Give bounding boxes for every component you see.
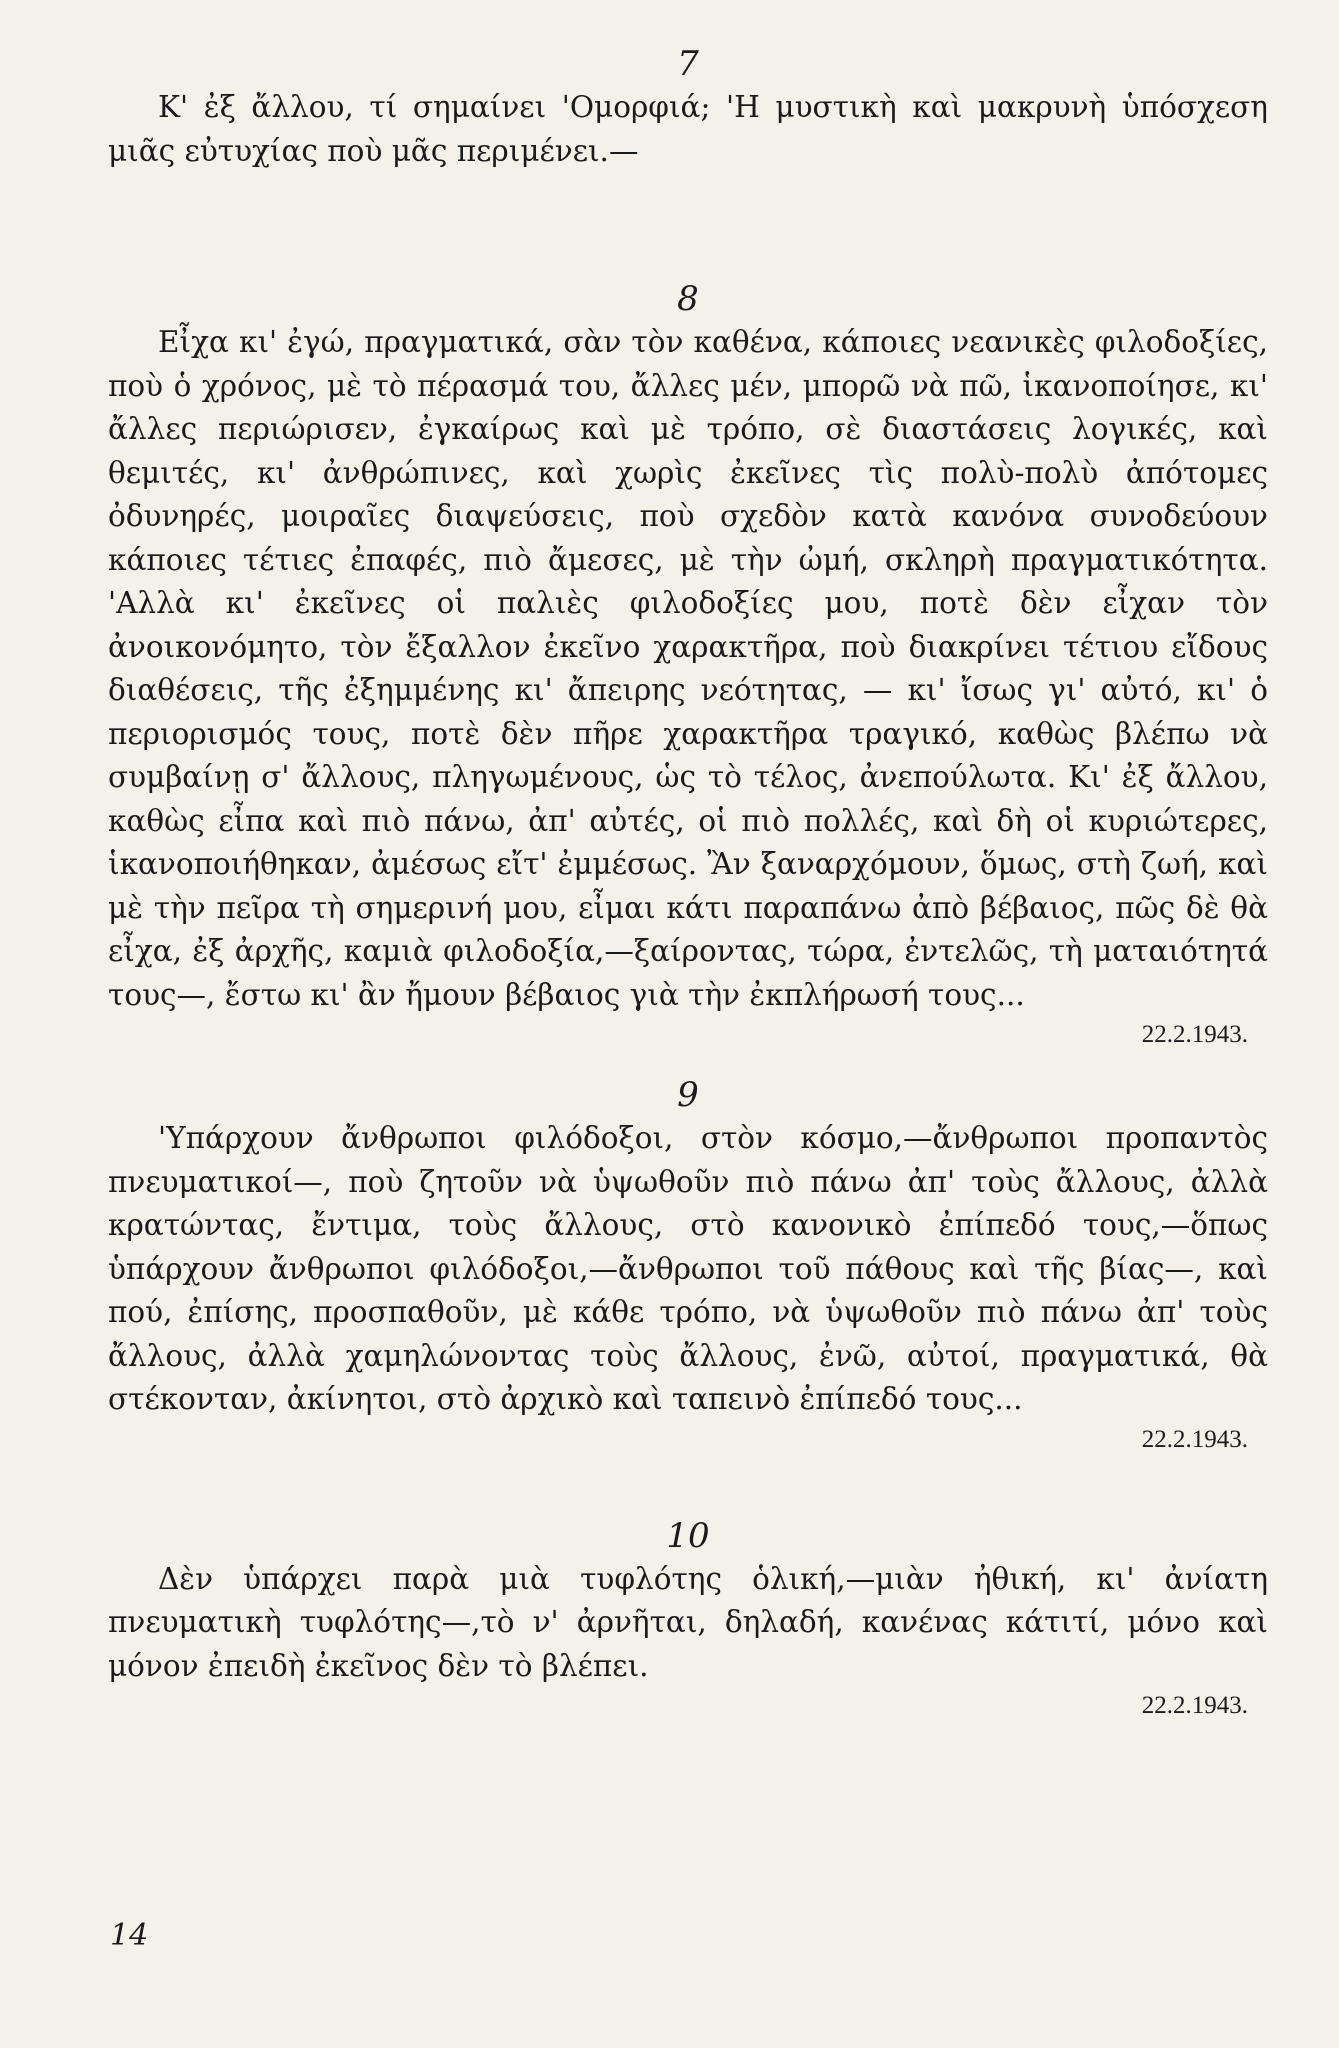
section-number: 8 [677, 279, 699, 319]
section-date: 22.2.1943. [1141, 1021, 1248, 1048]
section-number: 10 [666, 1515, 710, 1556]
section-date: 22.2.1943. [1141, 1692, 1248, 1719]
book-page [108, 36, 1268, 1724]
section-paragraph: Κ' ἐξ ἄλλου, τί σημαίνει 'Ομορφιά; 'Η μυστικὴ καὶ μακρυνὴ ὑπόσχεση μιᾶς εὐτυχίας ποὺ μᾶς περιμένει.— [108, 90, 1268, 168]
section-paragraph: 'Υπάρχουν ἄνθρωποι φιλόδοξοι, στὸν κόσμο,—ἄνθρωποι προπαντὸς πνευματικοί—, ποὺ ζητοῦν νὰ ὑψωθοῦν πιὸ πάνω ἀπ' τοὺς ἄλλους, ἀλλὰ κρατώντας, ἔντιμα, τοὺς ἄλλους, στὸ κανονικὸ ἐπίπεδό τους,—ὅπως ὑπάρχουν ἄνθρωποι φιλόδοξοι,—ἄνθρωποι τοῦ πάθους καὶ τῆς βίας—, καὶ πού, ἐπίσης, προσπαθοῦν, μὲ κάθε τρόπο, νὰ ὑψωθοῦν πιὸ πάνω ἀπ' τοὺς ἄλλους, ἀλλὰ χαμηλώνοντας τοὺς ἄλλους, ἐνῶ, αὐτοί, πραγματικά, θὰ στέκονταν, ἀκίνητοι, στὸ ἀρχικὸ καὶ ταπεινὸ ἐπίπεδό τους... [108, 1121, 1268, 1416]
section-paragraph: Εἶχα κι' ἐγώ, πραγματικά, σὰν τὸν καθένα, κάποιες νεανικὲς φιλοδοξίες, ποὺ ὁ χρόνος, μὲ τὸ πέρασμά του, ἄλλες μέν, μπορῶ νὰ πῶ, ἱκανοποίησε, κι' ἄλλες περιώρισεν, ἐγκαίρως καὶ μὲ τρόπο, σὲ διαστάσεις λογικές, καὶ θεμιτές, κι' ἀνθρώπινες, καὶ χωρὶς ἐκεῖνες τὶς πολὺ-πολὺ ἀπότομες ὀδυνηρές, μοιραῖες διαψεύσεις, ποὺ σχεδὸν κατὰ κανόνα συνοδεύουν κάποιες τέτιες ἐπαφές, πιὸ ἄμεσες, μὲ τὴν ὠμή, σκληρὴ πραγματικότητα. 'Αλλὰ κι' ἐκεῖνες οἱ παλιὲς φιλοδοξίες μου, ποτὲ δὲν εἶχαν τὸν ἀνοικονόμητο, τὸν ἔξαλλον ἐκεῖνο χαρακτῆρα, ποὺ διακρίνει τέτιου εἴδους διαθέσεις, τῆς ἐξημμένης κι' ἄπειρης νεότητας, — κι' ἴσως γι' αὐτό, κι' ὁ περιορισμός τους, ποτὲ δὲν πῆρε χαρακτῆρα τραγικό, καθὼς βλέπω νὰ συμβαίνῃ σ' ἄλλους, πληγωμένους, ὡς τὸ τέλος, ἀνεπούλωτα. Κι' ἐξ ἄλλου, καθὼς εἶπα καὶ πιὸ πάνω, ἀπ' αὐτές, οἱ πιὸ πολλές, καὶ δὴ οἱ κυριώτερες, ἱκανοποιήθηκαν, ἀμέσως εἴτ' ἐμμέσως. Ἂν ξαναρχόμουν, ὅμως, στὴ ζωή, καὶ μὲ τὴν πεῖρα τὴ σημερινή μου, εἶμαι κάτι παραπάνω ἀπὸ βέβαιος, πῶς δὲ θὰ εἶχα, ἐξ ἀρχῆς, καμιὰ φιλοδοξία,—ξαίροντας, τώρα, ἐντελῶς, τὴ ματαιότητά τους—, ἔστω κι' ἂν ἤμουν βέβαιος γιὰ τὴν ἐκπλήρωσή τους... [108, 325, 1268, 1012]
section-number: 9 [677, 1075, 699, 1115]
page-number: 14 [110, 1918, 149, 1953]
section-paragraph: Δὲν ὑπάρχει παρὰ μιὰ τυφλότης ὁλική,—μιὰν ἠθική, κι' ἀνίατη πνευματικὴ τυφλότης—,τὸ ν' ἀρνῆται, δηλαδή, κανένας κάτιτί, μόνο καὶ μόνον ἐπειδὴ ἐκεῖνος δὲν τὸ βλέπει. [108, 1561, 1268, 1683]
section-date: 22.2.1943. [1141, 1425, 1248, 1453]
section-number: 7 [677, 44, 699, 84]
